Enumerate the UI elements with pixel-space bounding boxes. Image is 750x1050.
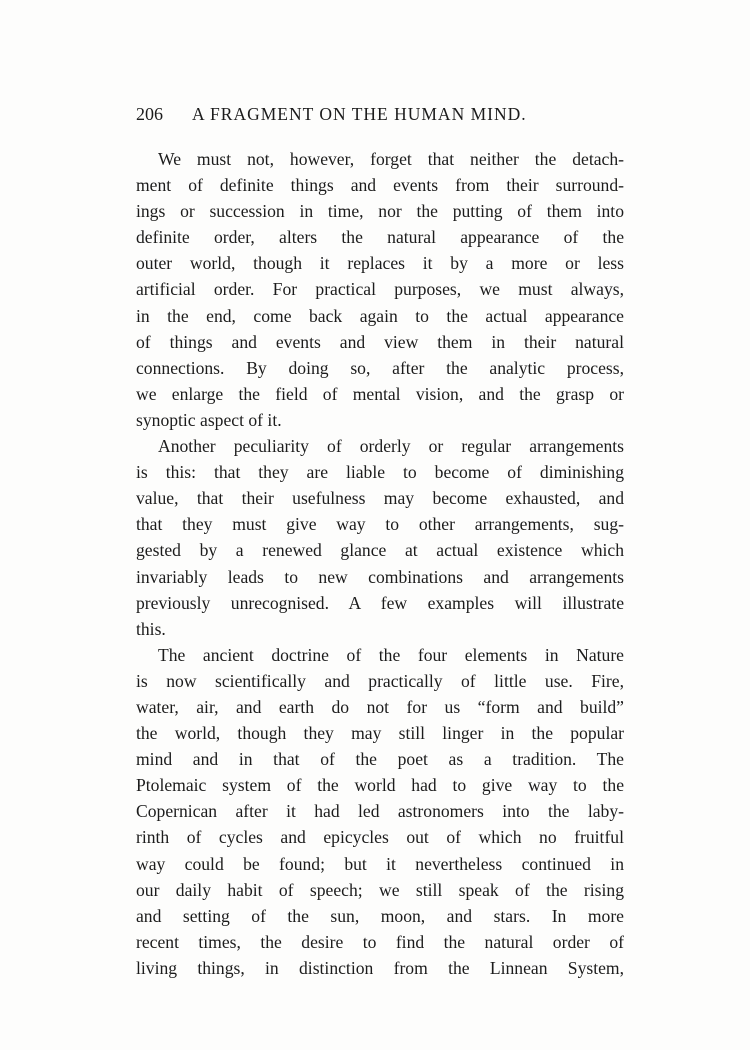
text-line: ings or succession in time, nor the putting of them into	[136, 201, 624, 222]
text-line: outer world, though it replaces it by a more or less	[136, 253, 624, 274]
text-line: living things, in distinction from the Linnean System,	[136, 957, 624, 978]
text-line: we enlarge the field of mental vision, and the grasp or	[136, 383, 624, 404]
text-line: and setting of the sun, moon, and stars. In more	[136, 905, 624, 926]
text-line: recent times, the desire to find the natural order of	[136, 931, 624, 952]
text-line: Ptolemaic system of the world had to give way to the	[136, 775, 624, 796]
text-line: gested by a renewed glance at actual existence which	[136, 540, 624, 561]
text-line: Copernican after it had led astronomers into the laby-	[136, 801, 624, 822]
text-line: way could be found; but it nevertheless continued in	[136, 853, 624, 874]
running-title: A FRAGMENT ON THE HUMAN MIND.	[192, 104, 527, 124]
text-line: value, that their usefulness may become exhausted, and	[136, 488, 624, 509]
text-line: this.	[136, 618, 166, 639]
text-line: invariably leads to new combinations and arrangements	[136, 566, 624, 587]
text-line: mind and in that of the poet as a tradition. The	[136, 749, 624, 770]
text-line: rinth of cycles and epicycles out of which no fruitful	[136, 827, 624, 848]
page-number: 206	[136, 104, 163, 124]
text-line: connections. By doing so, after the analytic process,	[136, 357, 624, 378]
text-line: definite order, alters the natural appearance of the	[136, 227, 624, 248]
text-line: artificial order. For practical purposes, we must always,	[136, 279, 624, 300]
paragraph-3	[136, 642, 624, 981]
paragraph-2	[136, 433, 624, 642]
text-line: our daily habit of speech; we still speak of the rising	[136, 879, 624, 900]
text-line: Another peculiarity of orderly or regular arrangements	[158, 436, 624, 457]
text-line: of things and events and view them in their natural	[136, 331, 624, 352]
page-header	[136, 104, 576, 134]
text-line: in the end, come back again to the actual appearance	[136, 305, 624, 326]
text-line: water, air, and earth do not for us “form and build”	[136, 696, 624, 717]
body-text	[136, 146, 624, 981]
text-line: that they must give way to other arrangements, sug-	[136, 514, 624, 535]
paragraph-1	[136, 146, 624, 433]
text-line: synoptic aspect of it.	[136, 409, 282, 430]
text-line: is this: that they are liable to become of diminishing	[136, 462, 624, 483]
text-line: is now scientifically and practically of little use. Fire,	[136, 670, 624, 691]
text-line: The ancient doctrine of the four elements in Nature	[158, 644, 624, 665]
text-line: the world, though they may still linger in the popular	[136, 723, 624, 744]
text-line: previously unrecognised. A few examples will illustrate	[136, 592, 624, 613]
text-line: We must not, however, forget that neither the detach-	[158, 149, 624, 169]
text-line: ment of definite things and events from their surround-	[136, 175, 624, 196]
